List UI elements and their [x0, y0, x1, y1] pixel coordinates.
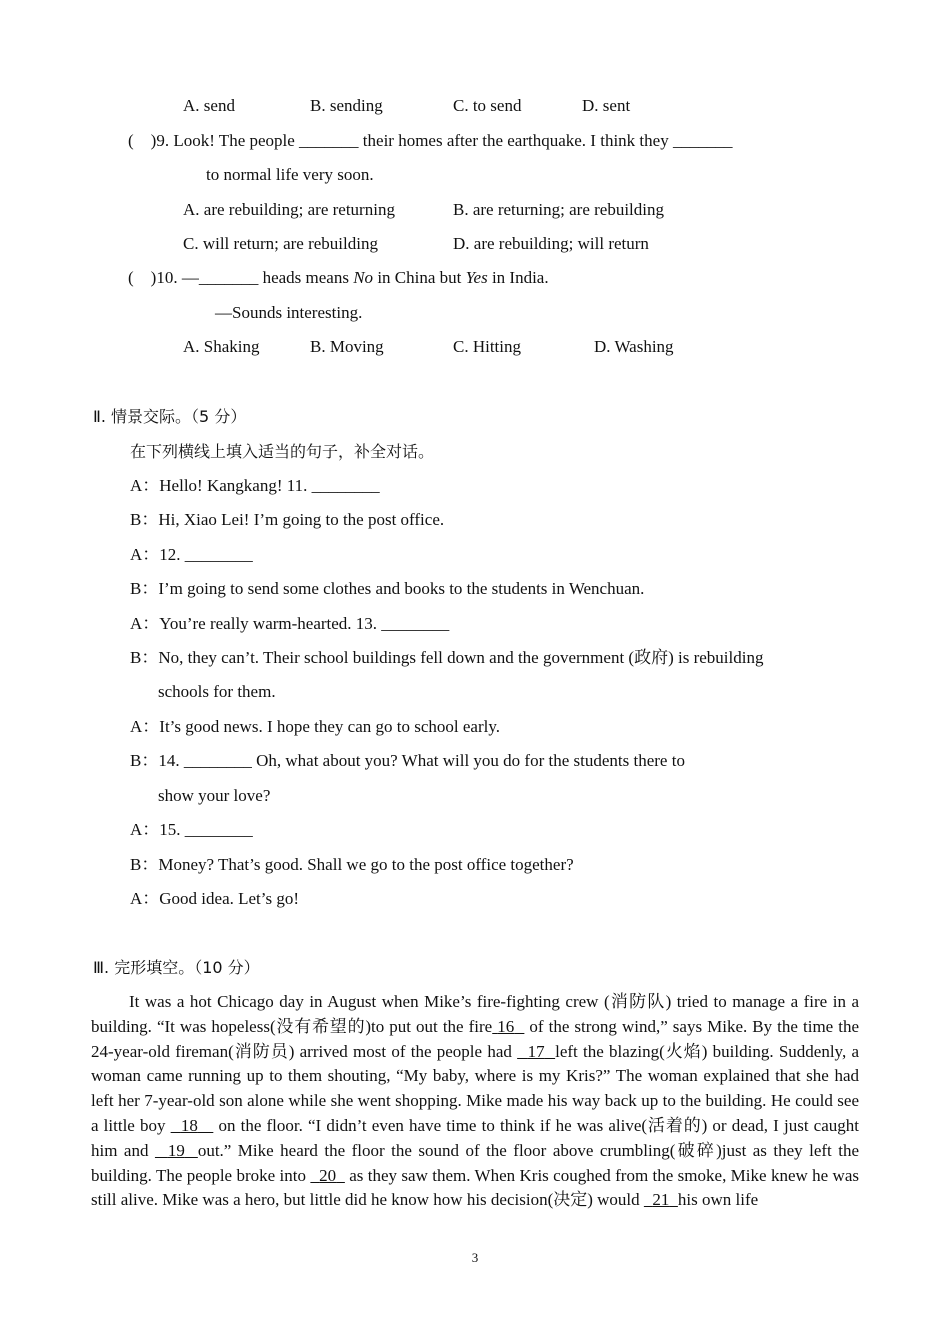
dialogue-line: B：14. ________ Oh, what about you? What will you do for the students there to [130, 751, 685, 770]
dialogue-line: B：Hi, Xiao Lei! I’m going to the post office. [130, 510, 445, 529]
q9-option-b: B. are returning; are rebuilding [453, 200, 665, 219]
passage-text: as they saw them. When Kris coughed from the smoke, Mike knew he was still alive. Mike was a hero, but little did he know how his decision(决定) would [91, 1165, 859, 1210]
q10-em-no: No [353, 268, 374, 287]
dialogue-line-cont: schools for them. [158, 682, 276, 701]
dialogue-line: A：12. ________ [130, 545, 253, 564]
dialogue-line: A：Hello! Kangkang! 11. ________ [130, 476, 380, 495]
dialogue-line: B：I’m going to send some clothes and books to the students in Wenchuan. [130, 579, 645, 598]
passage-text: on the floor. “I didn’t even have time to think if he was alive(活着的) or dead, I just caught him and [91, 1115, 859, 1160]
dialogue-line-cont: show your love? [158, 786, 271, 805]
dialogue-line: A：15. ________ [130, 820, 253, 839]
dialogue-line: B：Money? That’s good. Shall we go to the post office together? [130, 855, 574, 874]
passage-text: his own life [677, 1190, 759, 1210]
dialogue-line: B：No, they can’t. Their school buildings fell down and the government (政府) is rebuilding [130, 648, 764, 667]
q10-option-b: B. Moving [310, 337, 384, 356]
q10-stem [128, 268, 549, 288]
q9-stem: ( )9. Look! The people _______ their homes after the earthquake. I think they _______ [128, 131, 733, 150]
dialogue-line: A：It’s good news. I hope they can go to school early. [130, 717, 500, 736]
passage-text: left the blazing(火焰) building. Suddenly, a woman came running up to them shouting, “My baby, where is my Kris?” The woman explained that she had left her 7-year-old son alone while she went shopping. Mike made his way back up to the building. He could see a little boy [91, 1041, 859, 1135]
q9-option-d: D. are rebuilding; will return [453, 234, 649, 253]
section2-instruction: 在下列横线上填入适当的句子，补全对话。 [130, 442, 435, 461]
q9-option-a: A. are rebuilding; are returning [183, 200, 395, 219]
passage-text: out.” Mike heard the floor the sound of the floor above crumbling(破碎)just as they left the building. The people broke into [91, 1140, 860, 1185]
q10-option-d: D. Washing [594, 337, 674, 356]
q10-stem-pre: ( )10. —_______ heads means [128, 268, 354, 287]
q10-em-yes: Yes [465, 268, 488, 287]
q9-stem-cont: to normal life very soon. [206, 165, 374, 184]
q8-option-a: A. send [183, 96, 235, 115]
passage-text: of the strong wind,” says Mike. By the time the 24-year-old fireman(消防员) arrived most of the people had [91, 1016, 860, 1061]
q10-stem-mid: in China but [373, 268, 466, 287]
dialogue-line: A：Good idea. Let’s go! [130, 889, 300, 908]
q8-option-b: B. sending [310, 96, 383, 115]
blank-21: 21 [652, 1190, 670, 1210]
q10-option-a: A. Shaking [183, 337, 260, 356]
q8-option-c: C. to send [453, 96, 522, 115]
q10-reply: —Sounds interesting. [215, 303, 363, 322]
q9-option-c: C. will return; are rebuilding [183, 234, 378, 253]
section2-heading: Ⅱ. 情景交际。（5 分） [93, 407, 247, 426]
blank-18: 18 [180, 1115, 198, 1135]
cloze-passage [91, 990, 859, 1213]
q10-option-c: C. Hitting [453, 337, 522, 356]
blank-19: 19 [167, 1140, 185, 1160]
page-number: 3 [471, 1250, 479, 1265]
q10-stem-post: in India. [487, 268, 549, 287]
q8-option-d: D. sent [582, 96, 631, 115]
blank-17: 17 [527, 1041, 545, 1061]
dialogue-line: A：You’re really warm-hearted. 13. ________ [130, 614, 450, 633]
blank-16: 16 [497, 1016, 515, 1036]
section3-heading: Ⅲ. 完形填空。（10 分） [93, 958, 260, 977]
passage-text: It was a hot Chicago day in August when Mike’s fire-fighting crew (消防队) tried to manage a fire in a building. “It was hopeless(没有希望的)to put out the fire [91, 992, 859, 1036]
blank-20: 20 [319, 1165, 337, 1185]
